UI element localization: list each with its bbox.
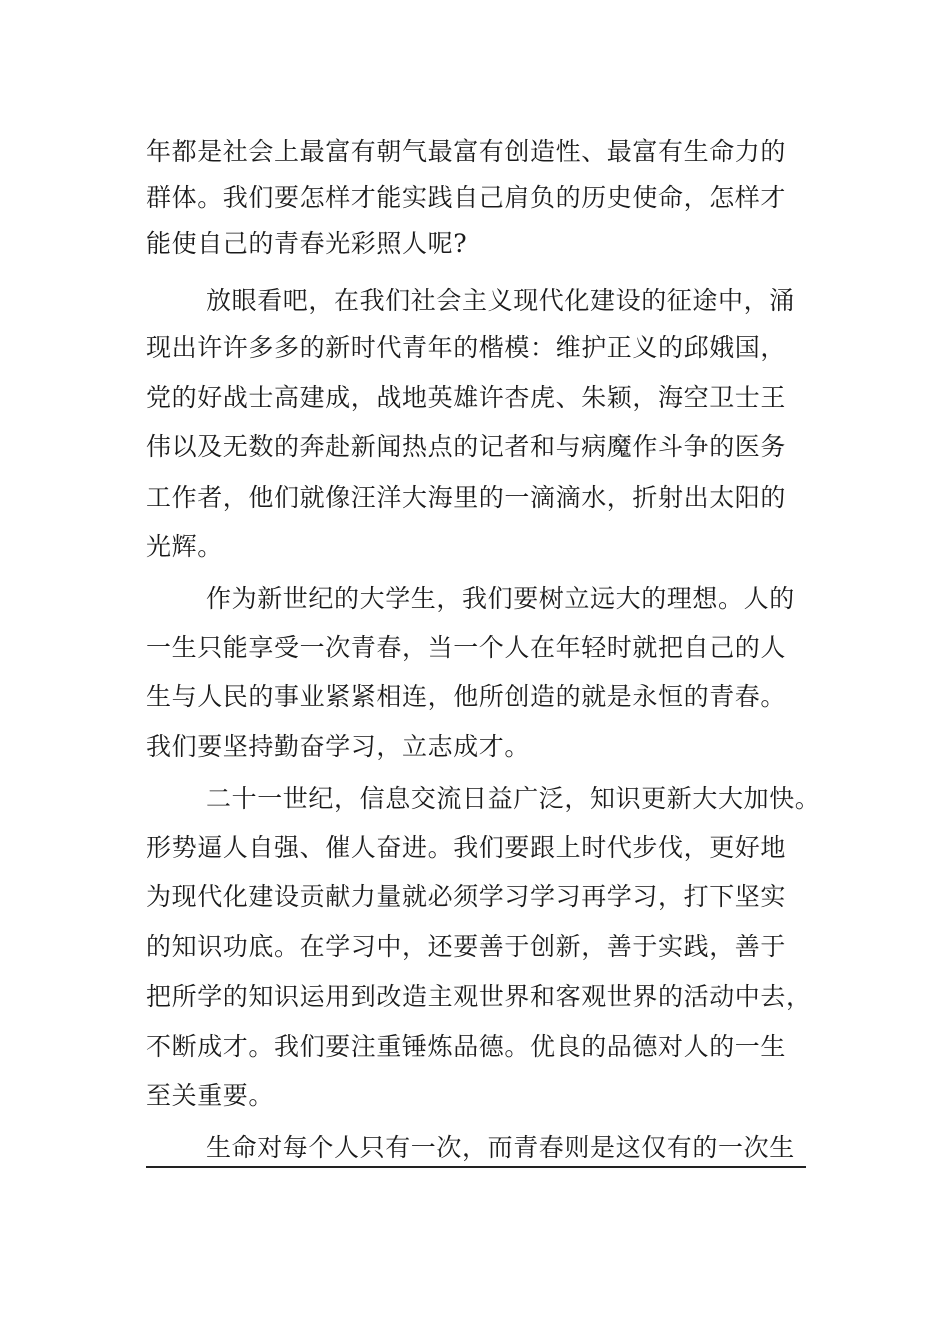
text-line: 把所学的知识运用到改造主观世界和客观世界的活动中去，: [146, 982, 812, 1011]
text-line: 群体。我们要怎样才能实践自己肩负的历史使命，怎样才: [146, 183, 787, 212]
text-line: 生与人民的事业紧紧相连，他所创造的就是永恒的青春。: [146, 682, 787, 711]
text-line: 为现代化建设贡献力量就必须学习学习再学习，打下坚实: [146, 882, 787, 911]
paragraph-first-line: 放眼看吧，在我们社会主义现代化建设的征途中，涌: [206, 286, 795, 315]
text-line: 不断成才。我们要注重锤炼品德。优良的品德对人的一生: [146, 1032, 787, 1061]
text-line: 年都是社会上最富有朝气最富有创造性、最富有生命力的: [146, 137, 787, 166]
paragraph-first-line: 作为新世纪的大学生，我们要树立远大的理想。人的: [206, 584, 795, 613]
text-line: 我们要坚持勤奋学习，立志成才。: [146, 732, 531, 761]
paragraph-first-line: 二十一世纪，信息交流日益广泛，知识更新大大加快。: [206, 784, 821, 813]
text-line: 光辉。: [146, 532, 223, 561]
text-line: 伟以及无数的奔赴新闻热点的记者和与病魔作斗争的医务: [146, 432, 787, 461]
text-line: 党的好战士高建成，战地英雄许杏虎、朱颖，海空卫士王: [146, 383, 787, 412]
paragraph-first-line: 生命对每个人只有一次，而青春则是这仅有的一次生: [206, 1133, 795, 1162]
text-line: 的知识功底。在学习中，还要善于创新，善于实践，善于: [146, 932, 787, 961]
text-line: 能使自己的青春光彩照人呢?: [146, 229, 468, 258]
text-line: 现出许许多多的新时代青年的楷模：维护正义的邱娥国，: [146, 333, 787, 362]
text-line: 形势逼人自强、催人奋进。我们要跟上时代步伐，更好地: [146, 833, 787, 862]
page-bottom-rule: [146, 1166, 806, 1168]
text-line: 一生只能享受一次青春，当一个人在年轻时就把自己的人: [146, 633, 787, 662]
text-line: 至关重要。: [146, 1081, 275, 1110]
text-line: 工作者，他们就像汪洋大海里的一滴滴水，折射出太阳的: [146, 483, 787, 512]
